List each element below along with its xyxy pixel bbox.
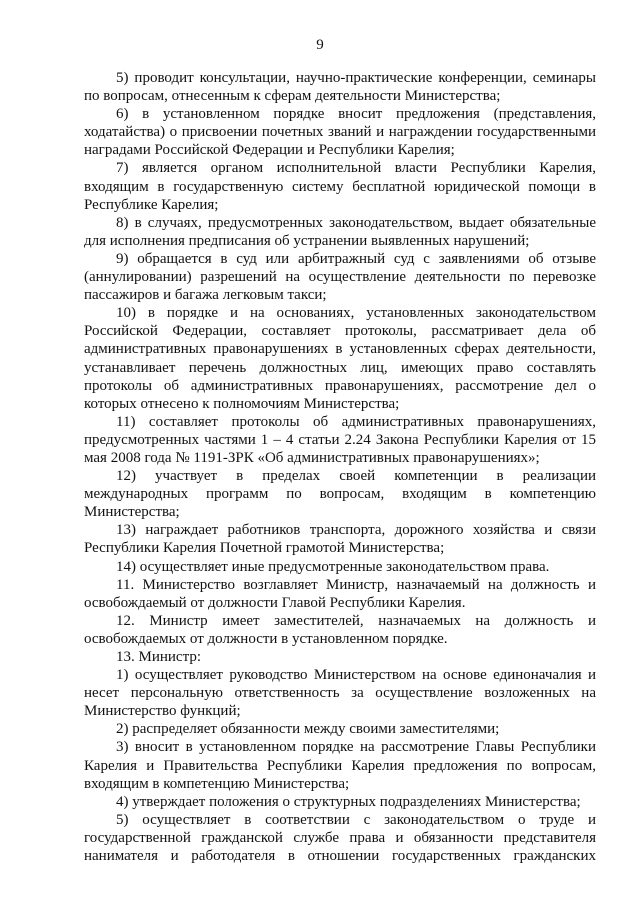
paragraph-item-12: 12) участвует в пределах своей компетенции в реализации международных программ по вопросам, входящим в компетенцию Министерства;	[84, 468, 596, 521]
paragraph-clause-13-heading: 13. Министр:	[116, 649, 201, 665]
paragraph-minister-item-1: 1) осуществляет руководство Министерством на основе единоначалия и несет персональную ответственность за осуществление возложенных на Министерство функций;	[84, 667, 596, 720]
paragraph-item-7: 7) является органом исполнительной власти Республики Карелия, входящим в государственную систему бесплатной юридической помощи в Республике Карелия;	[84, 160, 596, 213]
document-body	[84, 69, 596, 865]
paragraph-item-14: 14) осуществляет иные предусмотренные законодательством права.	[116, 558, 550, 575]
paragraph-minister-item-2: 2) распределяет обязанности между своими заместителями;	[116, 721, 500, 738]
paragraph-item-13: 13) награждает работников транспорта, дорожного хозяйства и связи Республики Карелия Почетной грамотой Министерства;	[84, 522, 596, 557]
paragraph-minister-item-3: 3) вносит в установленном порядке на рассмотрение Главы Республики Карелия и Правительства Республики Карелия предложения по вопросам, входящим в компетенцию Министерства;	[84, 739, 596, 792]
paragraph-item-8: 8) в случаях, предусмотренных законодательством, выдает обязательные для исполнения предписания об устранении выявленных нарушений;	[84, 214, 596, 249]
paragraph-item-9: 9) обращается в суд или арбитражный суд с заявлениями об отзыве (аннулировании) разрешений на осуществление деятельности по перевозке пассажиров и багажа легковым такси;	[84, 250, 596, 304]
paragraph-item-5: 5) проводит консультации, научно-практические конференции, семинары по вопросам, отнесенным к сферам деятельности Министерства;	[84, 70, 596, 105]
paragraph-clause-12: 12. Министр имеет заместителей, назначаемых на должность и освобождаемых от должности в установленном порядке.	[84, 612, 596, 647]
paragraph-item-10: 10) в порядке и на основаниях, установленных законодательством Российской Федерации, составляет протоколы, рассматривает дела об административных правонарушениях в установленных сферах деятельности, устанавливает перечень должностных лиц, имеющих право составлять протоколы об административных правонарушениях, рассмотрение дел о которых отнесено к полномочиям Министерства;	[84, 305, 596, 412]
page-number: 9	[316, 37, 324, 53]
paragraph-clause-11: 11. Министерство возглавляет Министр, назначаемый на должность и освобождаемый от должности Главой Республики Карелия.	[84, 576, 596, 611]
paragraph-item-11: 11) составляет протоколы об административных правонарушениях, предусмотренных частями 1 – 4 статьи 2.24 Закона Республики Карелия от 15 мая 2008 года № 1191-ЗРК «Об административных правонарушениях»;	[84, 413, 596, 466]
paragraph-item-6: 6) в установленном порядке вносит предложения (представления, ходатайства) о присвоении почетных званий и награждении государственными наградами Российской Федерации и Республики Карелия;	[84, 106, 596, 159]
paragraph-minister-item-5: 5) осуществляет в соответствии с законодательством о труде и государственной гражданской службе права и обязанности представителя нанимателя и работодателя в отношении государственных гражданских	[84, 811, 596, 865]
paragraph-minister-item-4: 4) утверждает положения о структурных подразделениях Министерства;	[116, 793, 581, 810]
